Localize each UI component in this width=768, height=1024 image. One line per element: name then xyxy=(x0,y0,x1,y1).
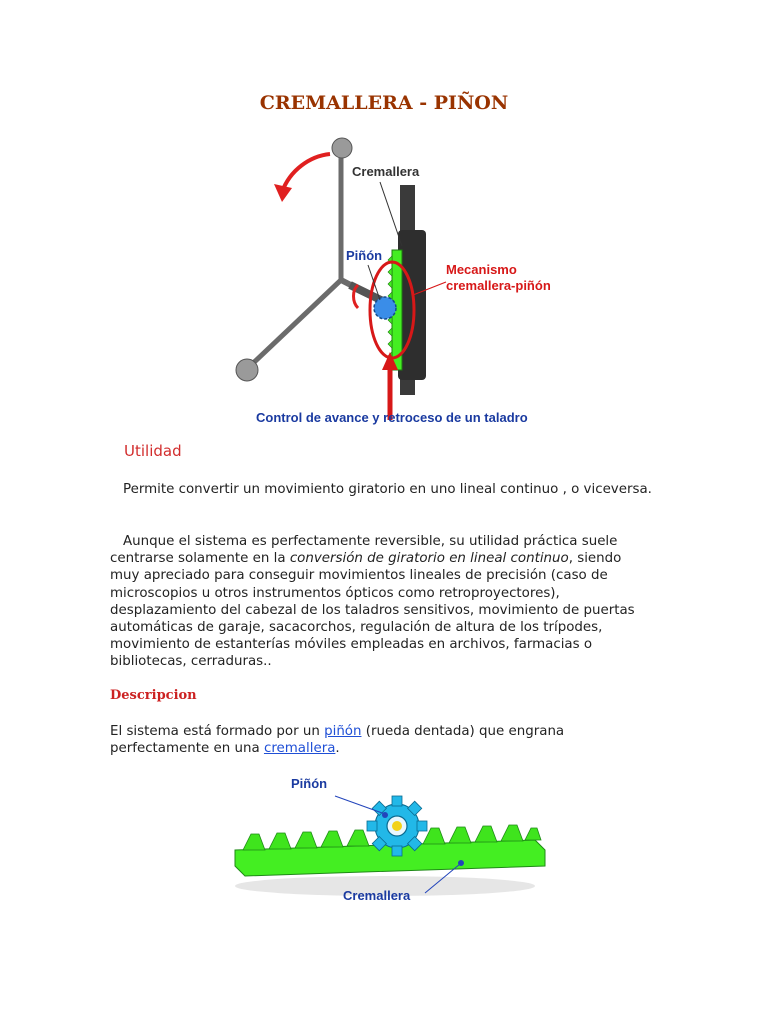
utilidad-p2-emphasis: conversión de giratorio en lineal continuo xyxy=(289,551,569,567)
pinion-gear-icon xyxy=(374,297,396,319)
utilidad-p1-text: Permite convertir un movimiento giratorio en uno lineal continuo , o viceversa. xyxy=(123,482,652,497)
label-pinon: Piñón xyxy=(346,248,383,263)
handle-knob-top xyxy=(332,138,352,158)
rotation-arrow-icon xyxy=(282,154,330,192)
descripcion-text-3: . xyxy=(335,741,340,757)
descripcion-text-1: El sistema está formado por un xyxy=(110,724,325,739)
descripcion-heading: Descripcion xyxy=(110,688,197,703)
utilidad-paragraph-1 xyxy=(110,481,655,498)
pinon-link[interactable]: piñón xyxy=(324,724,362,739)
utilidad-paragraph-2 xyxy=(110,533,655,671)
descripcion-text-2: (rueda dentada) que engrana perfectamente en una xyxy=(110,724,565,757)
label-mecanismo-2: cremallera-piñón xyxy=(446,278,551,293)
pinion-gear xyxy=(367,796,427,856)
rack-pinion-diagram xyxy=(225,768,550,908)
utilidad-p2-end: , siendo muy apreciado para conseguir movimientos lineales de precisión (caso de microscopios u otros instrumentos ópticos como retroproyectores), desplazamiento del cabezal de los taladros sensitivos, movimiento de puertas automáticas de garaje, sacacorchos, regulación de altura de los trípodes, movimiento de estanterías móviles empleadas en archivos, farmacias o bibliotecas, cerraduras.. xyxy=(110,551,635,670)
arrow-head-icon xyxy=(274,184,292,202)
cremallera-link[interactable]: cremallera xyxy=(263,741,336,757)
handle-knob-bottom xyxy=(236,359,258,381)
utilidad-p2-start: Aunque el sistema es perfectamente reversible, su utilidad práctica suele centrarse solamente en la xyxy=(110,534,618,567)
descripcion-paragraph xyxy=(110,723,655,757)
label-cremallera-2: Cremallera xyxy=(343,888,411,903)
label-cremallera: Cremallera xyxy=(352,164,420,179)
label-mecanismo: Mecanismo xyxy=(446,262,517,277)
figure-caption: Control de avance y retroceso de un taladro xyxy=(256,410,528,425)
page-title: CREMALLERA - PIÑON xyxy=(259,92,509,114)
utilidad-heading: Utilidad xyxy=(124,442,182,460)
label-pinon-2: Piñón xyxy=(291,776,328,791)
drill-rack-pinion-figure xyxy=(220,130,560,430)
